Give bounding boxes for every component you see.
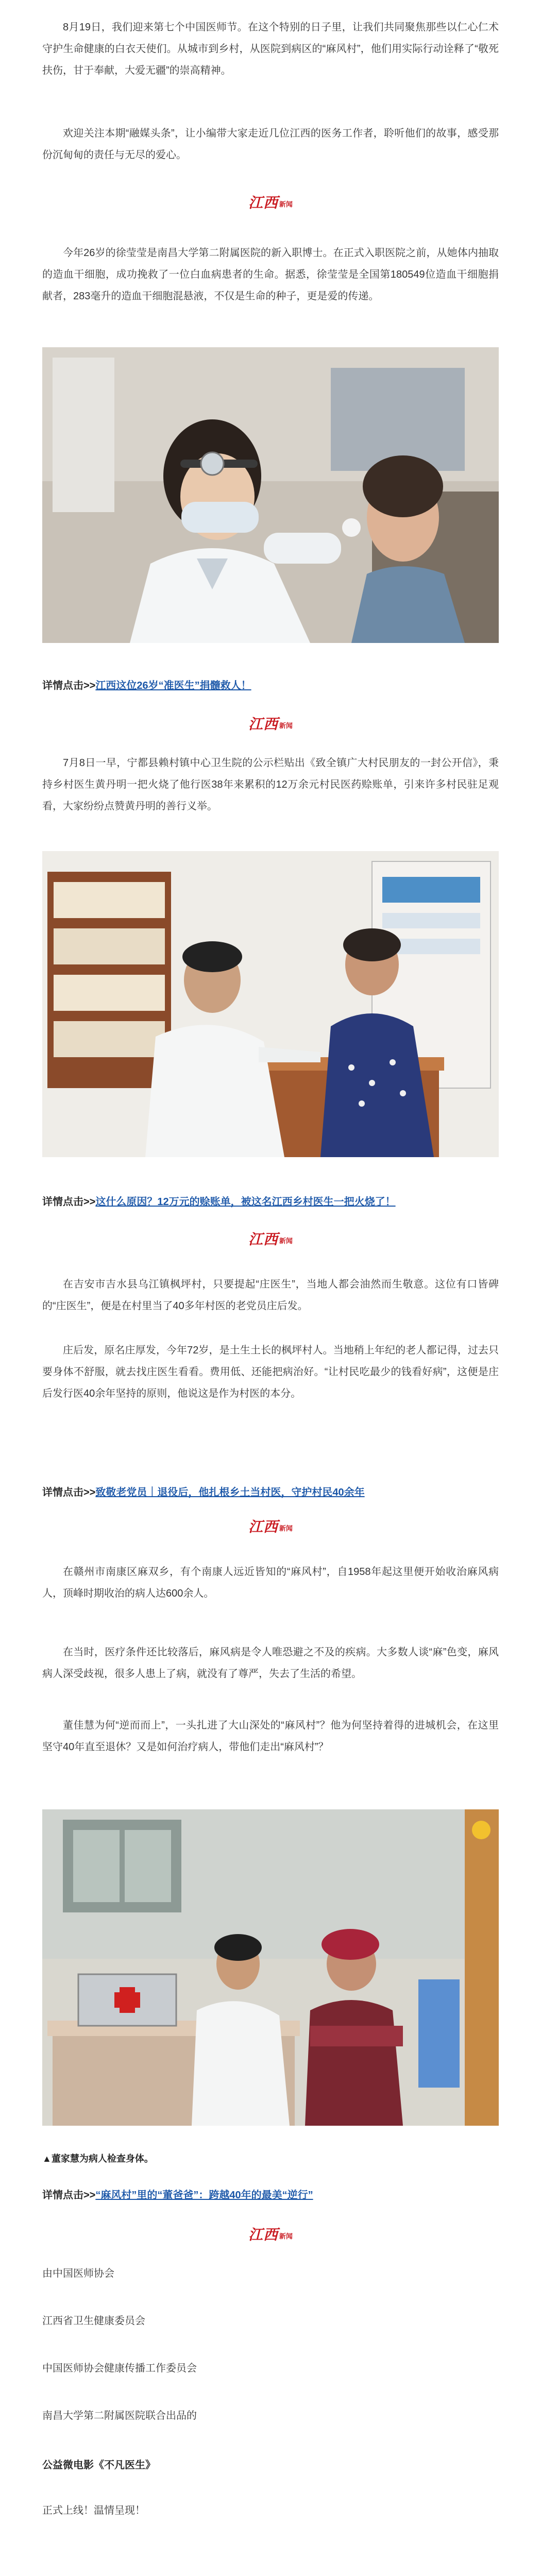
story3-detail-link[interactable]: 致敬老党员｜退役后，他扎根乡土当村医，守护村民40余年 xyxy=(95,1487,365,1498)
story1-photo xyxy=(42,347,499,643)
story4-detail-link-line xyxy=(42,2188,499,2203)
story3-paragraph-2: 庄后发，原名庄厚发，今年72岁，是土生土长的枫坪村人。当地稍上年纪的老人都记得，过去只要身体不舒服，就去找庄医生看看。费用低、还能把病治好。“让村民吃最少的钱看好病”，这便是庄后发行医40余年坚持的原则，他说这是作为村医的本分。 xyxy=(42,1345,499,1399)
story2-paragraph: 7月8日一早，宁都县赖村镇中心卫生院的公示栏贴出《致全镇广大村民朋友的一封公开信》，秉持乡村医生黄丹明一把火烧了他行医38年来累积的12万余元村民医药赊账单，引来许多村民驻足观看，大家纷纷点赞黄丹明的善行义举。 xyxy=(42,757,499,812)
story4-paragraph-1: 在赣州市南康区麻双乡，有个南康人远近皆知的“麻风村”，自1958年起这里便开始收治麻风病人，顶峰时期收治的病人达600余人。 xyxy=(42,1566,499,1599)
jiangxi-news-logo: 江西 新闻 xyxy=(248,194,293,211)
film-title: 公益微电影《不凡医生》 xyxy=(42,2460,156,2471)
story2-photo xyxy=(42,851,499,1157)
story3-detail-link-line xyxy=(42,1485,499,1500)
detail-prefix: 详情点击>> xyxy=(42,1487,96,1498)
story1-detail-link-line xyxy=(42,678,499,693)
story4-photo xyxy=(42,1809,499,2126)
story4-paragraph-2: 在当时，医疗条件还比较落后，麻风病是令人唯恐避之不及的疾病。大多数人谈“麻”色变，麻风病人深受歧视，很多人患上了病，就没有了尊严，失去了生活的希望。 xyxy=(42,1647,499,1680)
film-org-3: 中国医师协会健康传播工作委员会 xyxy=(42,2363,197,2374)
story1-detail-link[interactable]: 江西这位26岁“准医生”捐髓救人！ xyxy=(95,680,251,691)
story2-detail-link-line xyxy=(42,1194,499,1210)
detail-prefix: 详情点击>> xyxy=(42,680,96,691)
jiangxi-news-logo: 江西 新闻 xyxy=(248,2226,293,2243)
story4-photo-caption: ▲董家慧为病人检查身体。 xyxy=(42,2154,154,2164)
film-launch-text: 正式上线！温情呈现！ xyxy=(42,2505,145,2516)
jiangxi-news-logo: 江西 新闻 xyxy=(248,716,293,733)
detail-prefix: 详情点击>> xyxy=(42,1196,96,1208)
story4-paragraph-3: 董佳慧为何“逆而而上”，一头扎进了大山深处的“麻风村”？他为何坚持着得的进城机会，在这里坚守40年直至退休？又是如何治疗病人，带他们走出“麻风村”？ xyxy=(42,1720,499,1753)
film-org-2: 江西省卫生健康委员会 xyxy=(42,2315,145,2327)
film-org-1: 由中国医师协会 xyxy=(42,2268,114,2279)
film-org-4: 南昌大学第二附属医院联合出品的 xyxy=(42,2410,197,2421)
story1-paragraph: 今年26岁的徐莹莹是南昌大学第二附属医院的新入职博士。在正式入职医院之前，从她体内抽取的造血干细胞，成功挽救了一位白血病患者的生命。据悉，徐莹莹是全国第180549位造血干细胞捐献者，283毫升的造血干细胞混悬液，不仅是生命的种子，更是爱的传递。 xyxy=(42,247,499,302)
jiangxi-news-logo: 江西 新闻 xyxy=(248,1231,293,1248)
jiangxi-news-logo: 江西 新闻 xyxy=(248,1518,293,1535)
intro-paragraph-2: 欢迎关注本期“融媒头条”，让小编带大家走近几位江西的医务工作者，聆听他们的故事，感受那份沉甸甸的责任与无尽的爱心。 xyxy=(42,128,499,161)
story2-detail-link[interactable]: 这什么原因？12万元的赊账单，被这名江西乡村医生一把火烧了！ xyxy=(95,1196,396,1208)
intro-paragraph-1: 8月19日，我们迎来第七个中国医师节。在这个特别的日子里，让我们共同聚焦那些以仁心仁术守护生命健康的白衣天使们。从城市到乡村，从医院到病区的“麻风村”，他们用实际行动诠释了“敬死扶伤，甘于奉献，大爱无疆”的崇高精神。 xyxy=(42,22,499,76)
story4-detail-link[interactable]: “麻风村”里的“董爸爸”：跨越40年的最美“逆行” xyxy=(95,2190,313,2201)
story3-paragraph-1: 在吉安市吉水县乌江镇枫坪村，只要提起“庄医生”，当地人都会油然而生敬意。这位有口皆碑的“庄医生”，便是在村里当了40多年村医的老党员庄后发。 xyxy=(42,1279,499,1312)
detail-prefix: 详情点击>> xyxy=(42,2190,96,2201)
